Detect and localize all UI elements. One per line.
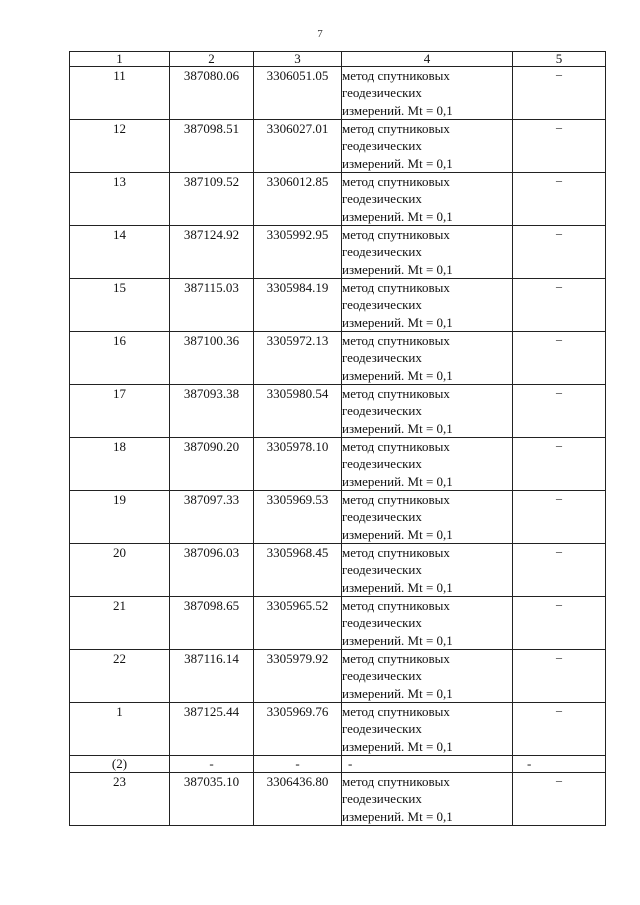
accuracy-value: – bbox=[513, 597, 606, 650]
table-row bbox=[70, 438, 606, 491]
table-row bbox=[70, 120, 606, 173]
accuracy-value: – bbox=[513, 279, 606, 332]
method-line-2: геодезических bbox=[342, 668, 422, 684]
accuracy-value: – bbox=[513, 703, 606, 756]
table-row bbox=[70, 67, 606, 120]
table-row bbox=[70, 279, 606, 332]
coordinate-x: 387116.14 bbox=[170, 650, 254, 703]
coordinate-y: 3306436.80 bbox=[254, 773, 342, 826]
coordinate-y: 3305972.13 bbox=[254, 332, 342, 385]
method-line-3: измерений. Mt = 0,1 bbox=[342, 685, 453, 701]
table-row bbox=[70, 226, 606, 279]
point-number: 11 bbox=[70, 67, 170, 120]
method-line-1: метод спутниковых bbox=[342, 492, 450, 507]
coordinate-x: 387124.92 bbox=[170, 226, 254, 279]
coordinate-x: 387098.65 bbox=[170, 597, 254, 650]
method-description bbox=[342, 226, 513, 279]
method-description bbox=[342, 438, 513, 491]
point-number: 13 bbox=[70, 173, 170, 226]
method-line-1: метод спутниковых bbox=[342, 68, 450, 83]
method-description bbox=[342, 703, 513, 756]
table-row bbox=[70, 597, 606, 650]
accuracy-value: – bbox=[513, 491, 606, 544]
coordinates-table bbox=[69, 51, 606, 826]
point-number: 22 bbox=[70, 650, 170, 703]
accuracy-value: – bbox=[513, 332, 606, 385]
coordinate-y: 3305992.95 bbox=[254, 226, 342, 279]
coordinate-y: 3305978.10 bbox=[254, 438, 342, 491]
coordinate-y: 3305965.52 bbox=[254, 597, 342, 650]
table-body bbox=[70, 67, 606, 826]
method-line-3: измерений. Mt = 0,1 bbox=[342, 808, 453, 824]
separator-method: - bbox=[342, 756, 513, 773]
method-line-3: измерений. Mt = 0,1 bbox=[342, 261, 453, 277]
header-col-4: 4 bbox=[342, 52, 513, 67]
table-row bbox=[70, 773, 606, 826]
coordinate-y: 3305984.19 bbox=[254, 279, 342, 332]
method-line-1: метод спутниковых bbox=[342, 774, 450, 789]
coordinate-x: 387115.03 bbox=[170, 279, 254, 332]
point-number: 14 bbox=[70, 226, 170, 279]
method-line-1: метод спутниковых bbox=[342, 174, 450, 189]
accuracy-value: – bbox=[513, 773, 606, 826]
table-row bbox=[70, 491, 606, 544]
accuracy-value: – bbox=[513, 385, 606, 438]
coordinate-y: 3306012.85 bbox=[254, 173, 342, 226]
method-line-1: метод спутниковых bbox=[342, 121, 450, 136]
table-row bbox=[70, 544, 606, 597]
point-number: 20 bbox=[70, 544, 170, 597]
method-line-2: геодезических bbox=[342, 791, 422, 807]
point-number: 1 bbox=[70, 703, 170, 756]
coordinate-y: 3306027.01 bbox=[254, 120, 342, 173]
method-line-3: измерений. Mt = 0,1 bbox=[342, 579, 453, 595]
header-col-1: 1 bbox=[70, 52, 170, 67]
method-line-3: измерений. Mt = 0,1 bbox=[342, 420, 453, 436]
separator-x: - bbox=[170, 756, 254, 773]
method-line-3: измерений. Mt = 0,1 bbox=[342, 526, 453, 542]
method-line-2: геодезических bbox=[342, 562, 422, 578]
method-line-1: метод спутниковых bbox=[342, 227, 450, 242]
header-col-3: 3 bbox=[254, 52, 342, 67]
method-description bbox=[342, 385, 513, 438]
method-line-1: метод спутниковых bbox=[342, 598, 450, 613]
point-number: 17 bbox=[70, 385, 170, 438]
method-line-2: геодезических bbox=[342, 85, 422, 101]
method-description bbox=[342, 120, 513, 173]
coordinate-y: 3305969.76 bbox=[254, 703, 342, 756]
table-header-row bbox=[70, 52, 606, 67]
coordinate-x: 387080.06 bbox=[170, 67, 254, 120]
method-line-3: измерений. Mt = 0,1 bbox=[342, 632, 453, 648]
coordinate-x: 387090.20 bbox=[170, 438, 254, 491]
method-line-3: измерений. Mt = 0,1 bbox=[342, 367, 453, 383]
table-row bbox=[70, 332, 606, 385]
accuracy-value: – bbox=[513, 438, 606, 491]
method-line-1: метод спутниковых bbox=[342, 439, 450, 454]
method-line-2: геодезических bbox=[342, 244, 422, 260]
contour-label: (2) bbox=[70, 756, 170, 773]
method-line-2: геодезических bbox=[342, 721, 422, 737]
method-description bbox=[342, 650, 513, 703]
method-line-3: измерений. Mt = 0,1 bbox=[342, 155, 453, 171]
point-number: 12 bbox=[70, 120, 170, 173]
accuracy-value: – bbox=[513, 67, 606, 120]
method-line-1: метод спутниковых bbox=[342, 704, 450, 719]
coordinate-x: 387125.44 bbox=[170, 703, 254, 756]
contour-separator-row bbox=[70, 756, 606, 773]
method-line-3: измерений. Mt = 0,1 bbox=[342, 208, 453, 224]
coordinate-y: 3306051.05 bbox=[254, 67, 342, 120]
accuracy-value: – bbox=[513, 173, 606, 226]
accuracy-value: – bbox=[513, 650, 606, 703]
method-line-2: геодезических bbox=[342, 297, 422, 313]
method-description bbox=[342, 332, 513, 385]
method-line-2: геодезических bbox=[342, 191, 422, 207]
method-line-3: измерений. Mt = 0,1 bbox=[342, 473, 453, 489]
table-row bbox=[70, 173, 606, 226]
method-line-1: метод спутниковых bbox=[342, 386, 450, 401]
page-number: 7 bbox=[317, 28, 323, 40]
coordinate-y: 3305969.53 bbox=[254, 491, 342, 544]
coordinate-y: 3305979.92 bbox=[254, 650, 342, 703]
coordinate-x: 387109.52 bbox=[170, 173, 254, 226]
table-row bbox=[70, 385, 606, 438]
coordinate-x: 387093.38 bbox=[170, 385, 254, 438]
method-line-3: измерений. Mt = 0,1 bbox=[342, 102, 453, 118]
method-description bbox=[342, 279, 513, 332]
method-line-1: метод спутниковых bbox=[342, 545, 450, 560]
point-number: 18 bbox=[70, 438, 170, 491]
method-line-1: метод спутниковых bbox=[342, 280, 450, 295]
coordinate-x: 387097.33 bbox=[170, 491, 254, 544]
point-number: 16 bbox=[70, 332, 170, 385]
method-line-2: геодезических bbox=[342, 403, 422, 419]
method-description bbox=[342, 544, 513, 597]
method-line-1: метод спутниковых bbox=[342, 333, 450, 348]
method-line-2: геодезических bbox=[342, 615, 422, 631]
coordinate-x: 387100.36 bbox=[170, 332, 254, 385]
separator-accuracy: - bbox=[513, 756, 606, 773]
method-description bbox=[342, 773, 513, 826]
header-col-5: 5 bbox=[513, 52, 606, 67]
method-line-2: геодезических bbox=[342, 350, 422, 366]
method-description bbox=[342, 67, 513, 120]
coordinate-x: 387096.03 bbox=[170, 544, 254, 597]
method-description bbox=[342, 491, 513, 544]
coordinate-y: 3305968.45 bbox=[254, 544, 342, 597]
accuracy-value: – bbox=[513, 544, 606, 597]
method-line-3: измерений. Mt = 0,1 bbox=[342, 738, 453, 754]
point-number: 15 bbox=[70, 279, 170, 332]
method-line-1: метод спутниковых bbox=[342, 651, 450, 666]
accuracy-value: – bbox=[513, 226, 606, 279]
accuracy-value: – bbox=[513, 120, 606, 173]
coordinate-x: 387035.10 bbox=[170, 773, 254, 826]
method-line-3: измерений. Mt = 0,1 bbox=[342, 314, 453, 330]
header-col-2: 2 bbox=[170, 52, 254, 67]
point-number: 19 bbox=[70, 491, 170, 544]
coordinate-x: 387098.51 bbox=[170, 120, 254, 173]
method-line-2: геодезических bbox=[342, 509, 422, 525]
method-description bbox=[342, 173, 513, 226]
table-row bbox=[70, 650, 606, 703]
method-description bbox=[342, 597, 513, 650]
coordinate-y: 3305980.54 bbox=[254, 385, 342, 438]
method-line-2: геодезических bbox=[342, 456, 422, 472]
table-row bbox=[70, 703, 606, 756]
separator-y: - bbox=[254, 756, 342, 773]
point-number: 21 bbox=[70, 597, 170, 650]
point-number: 23 bbox=[70, 773, 170, 826]
method-line-2: геодезических bbox=[342, 138, 422, 154]
